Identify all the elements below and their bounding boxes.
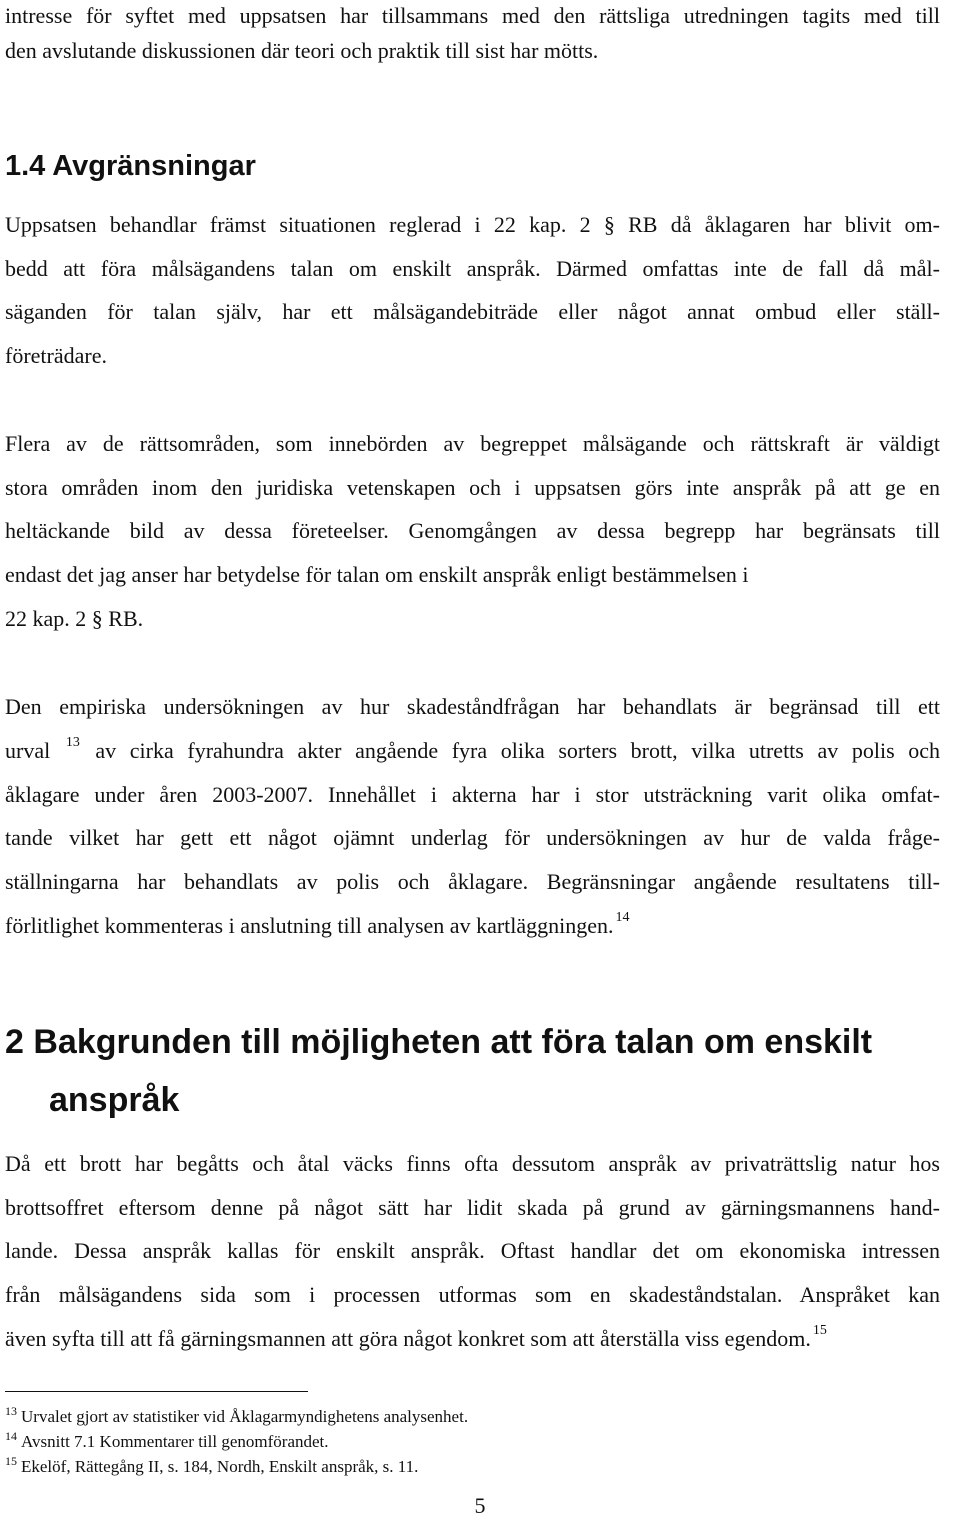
p3-line-1: Den empiriska undersökningen av hur skadeståndfrågan har behandlats är begränsad till ett [5, 694, 940, 719]
p1-line-2: bedd att föra målsägandens talan om enskilt anspråk. Därmed omfattas inte de fall då mål- [5, 256, 940, 281]
p1-line-3: säganden för talan själv, har ett målsägandebiträde eller något annat ombud eller ställ- [5, 299, 940, 324]
p4-line-3: lande. Dessa anspråk kallas för enskilt anspråk. Oftast handlar det om ekonomiska intressen [5, 1238, 940, 1263]
p3-line-5: ställningarna har behandlats av polis och åklagare. Begränsningar angående resultatens till- [5, 869, 940, 894]
p4-line-1: Då ett brott har begåtts och åtal väcks finns ofta dessutom anspråk av privaträttslig natur hos [5, 1151, 940, 1176]
footnote-ref-15[interactable]: 15 [812, 1323, 827, 1338]
p3-line-6 [5, 904, 632, 952]
section-heading-1-4: 1.4 Avgränsningar [5, 150, 256, 182]
p1-line-1: Uppsatsen behandlar främst situationen reglerad i 22 kap. 2 § RB då åklagaren har blivit om- [5, 212, 940, 237]
footnote-number: 14 [5, 1429, 17, 1443]
p3-line-2-start: urval [5, 738, 51, 763]
p3-line-2-end: av cirka fyrahundra akter angående fyra olika sorters brott, vilka utretts av polis och [95, 738, 941, 763]
p3-line-3: åklagare under åren 2003-2007. Innehållet i akterna har i stor utsträckning varit olika omfat- [5, 782, 940, 807]
section-heading-2-line-2: anspråk [49, 1081, 180, 1119]
p2-line-3: heltäckande bild av dessa företeelser. Genomgången av dessa begrepp har begränsats till [5, 518, 940, 543]
p2-line-2: stora områden inom den juridiska vetenskapen och i uppsatsen görs inte anspråk på att ge en [5, 475, 940, 500]
footnote-separator [5, 1391, 308, 1392]
footnote-15 [5, 1455, 418, 1480]
intro-line-2: den avslutande diskussionen där teori och praktik till sist har mötts. [5, 38, 599, 63]
intro-line-1: intresse för syftet med uppsatsen har tillsammans med den rättsliga utredningen tagits med till [5, 3, 940, 28]
footnote-text: Ekelöf, Rättegång II, s. 184, Nordh, Enskilt anspråk, s. 11. [21, 1457, 419, 1476]
p3-line-4: tande vilket har gett ett något ojämnt underlag för undersökningen av hur de valda fråge- [5, 825, 940, 850]
footnote-14 [5, 1430, 329, 1455]
section-heading-2-line-1: 2 Bakgrunden till möjligheten att föra talan om enskilt [5, 1023, 873, 1061]
footnote-13 [5, 1405, 468, 1430]
p1-line-4: företrädare. [5, 343, 107, 368]
footnote-ref-14[interactable]: 14 [615, 910, 630, 925]
p2-line-5: 22 kap. 2 § RB. [5, 606, 144, 631]
p4-line-5-text: även syfta till att få gärningsmannen att göra något konkret som att återställa viss egendom. [5, 1326, 811, 1351]
page-number: 5 [474, 1493, 486, 1518]
footnote-number: 15 [5, 1454, 17, 1468]
footnote-ref-13[interactable]: 13 [65, 735, 80, 750]
p4-line-2: brottsoffret eftersom denne på något sätt har lidit skada på grund av gärningsmannens hand- [5, 1195, 940, 1220]
p4-line-4: från målsägandens sida som i processen utformas som en skadeståndstalan. Anspråket kan [5, 1282, 940, 1307]
footnote-text: Avsnitt 7.1 Kommentarer till genomförandet. [21, 1432, 329, 1451]
footnote-text: Urvalet gjort av statistiker vid Åklagarmyndighetens analysenhet. [21, 1407, 469, 1426]
p4-line-5 [5, 1317, 829, 1365]
p2-line-4: endast det jag anser har betydelse för talan om enskilt anspråk enligt bestämmelsen i [5, 562, 749, 587]
footnote-number: 13 [5, 1404, 17, 1418]
p2-line-1: Flera av de rättsområden, som innebörden av begreppet målsägande och rättskraft är väldigt [5, 431, 940, 456]
p3-line-2 [5, 729, 940, 777]
p3-line-6-text: förlitlighet kommenteras i anslutning till analysen av kartläggningen. [5, 913, 614, 938]
